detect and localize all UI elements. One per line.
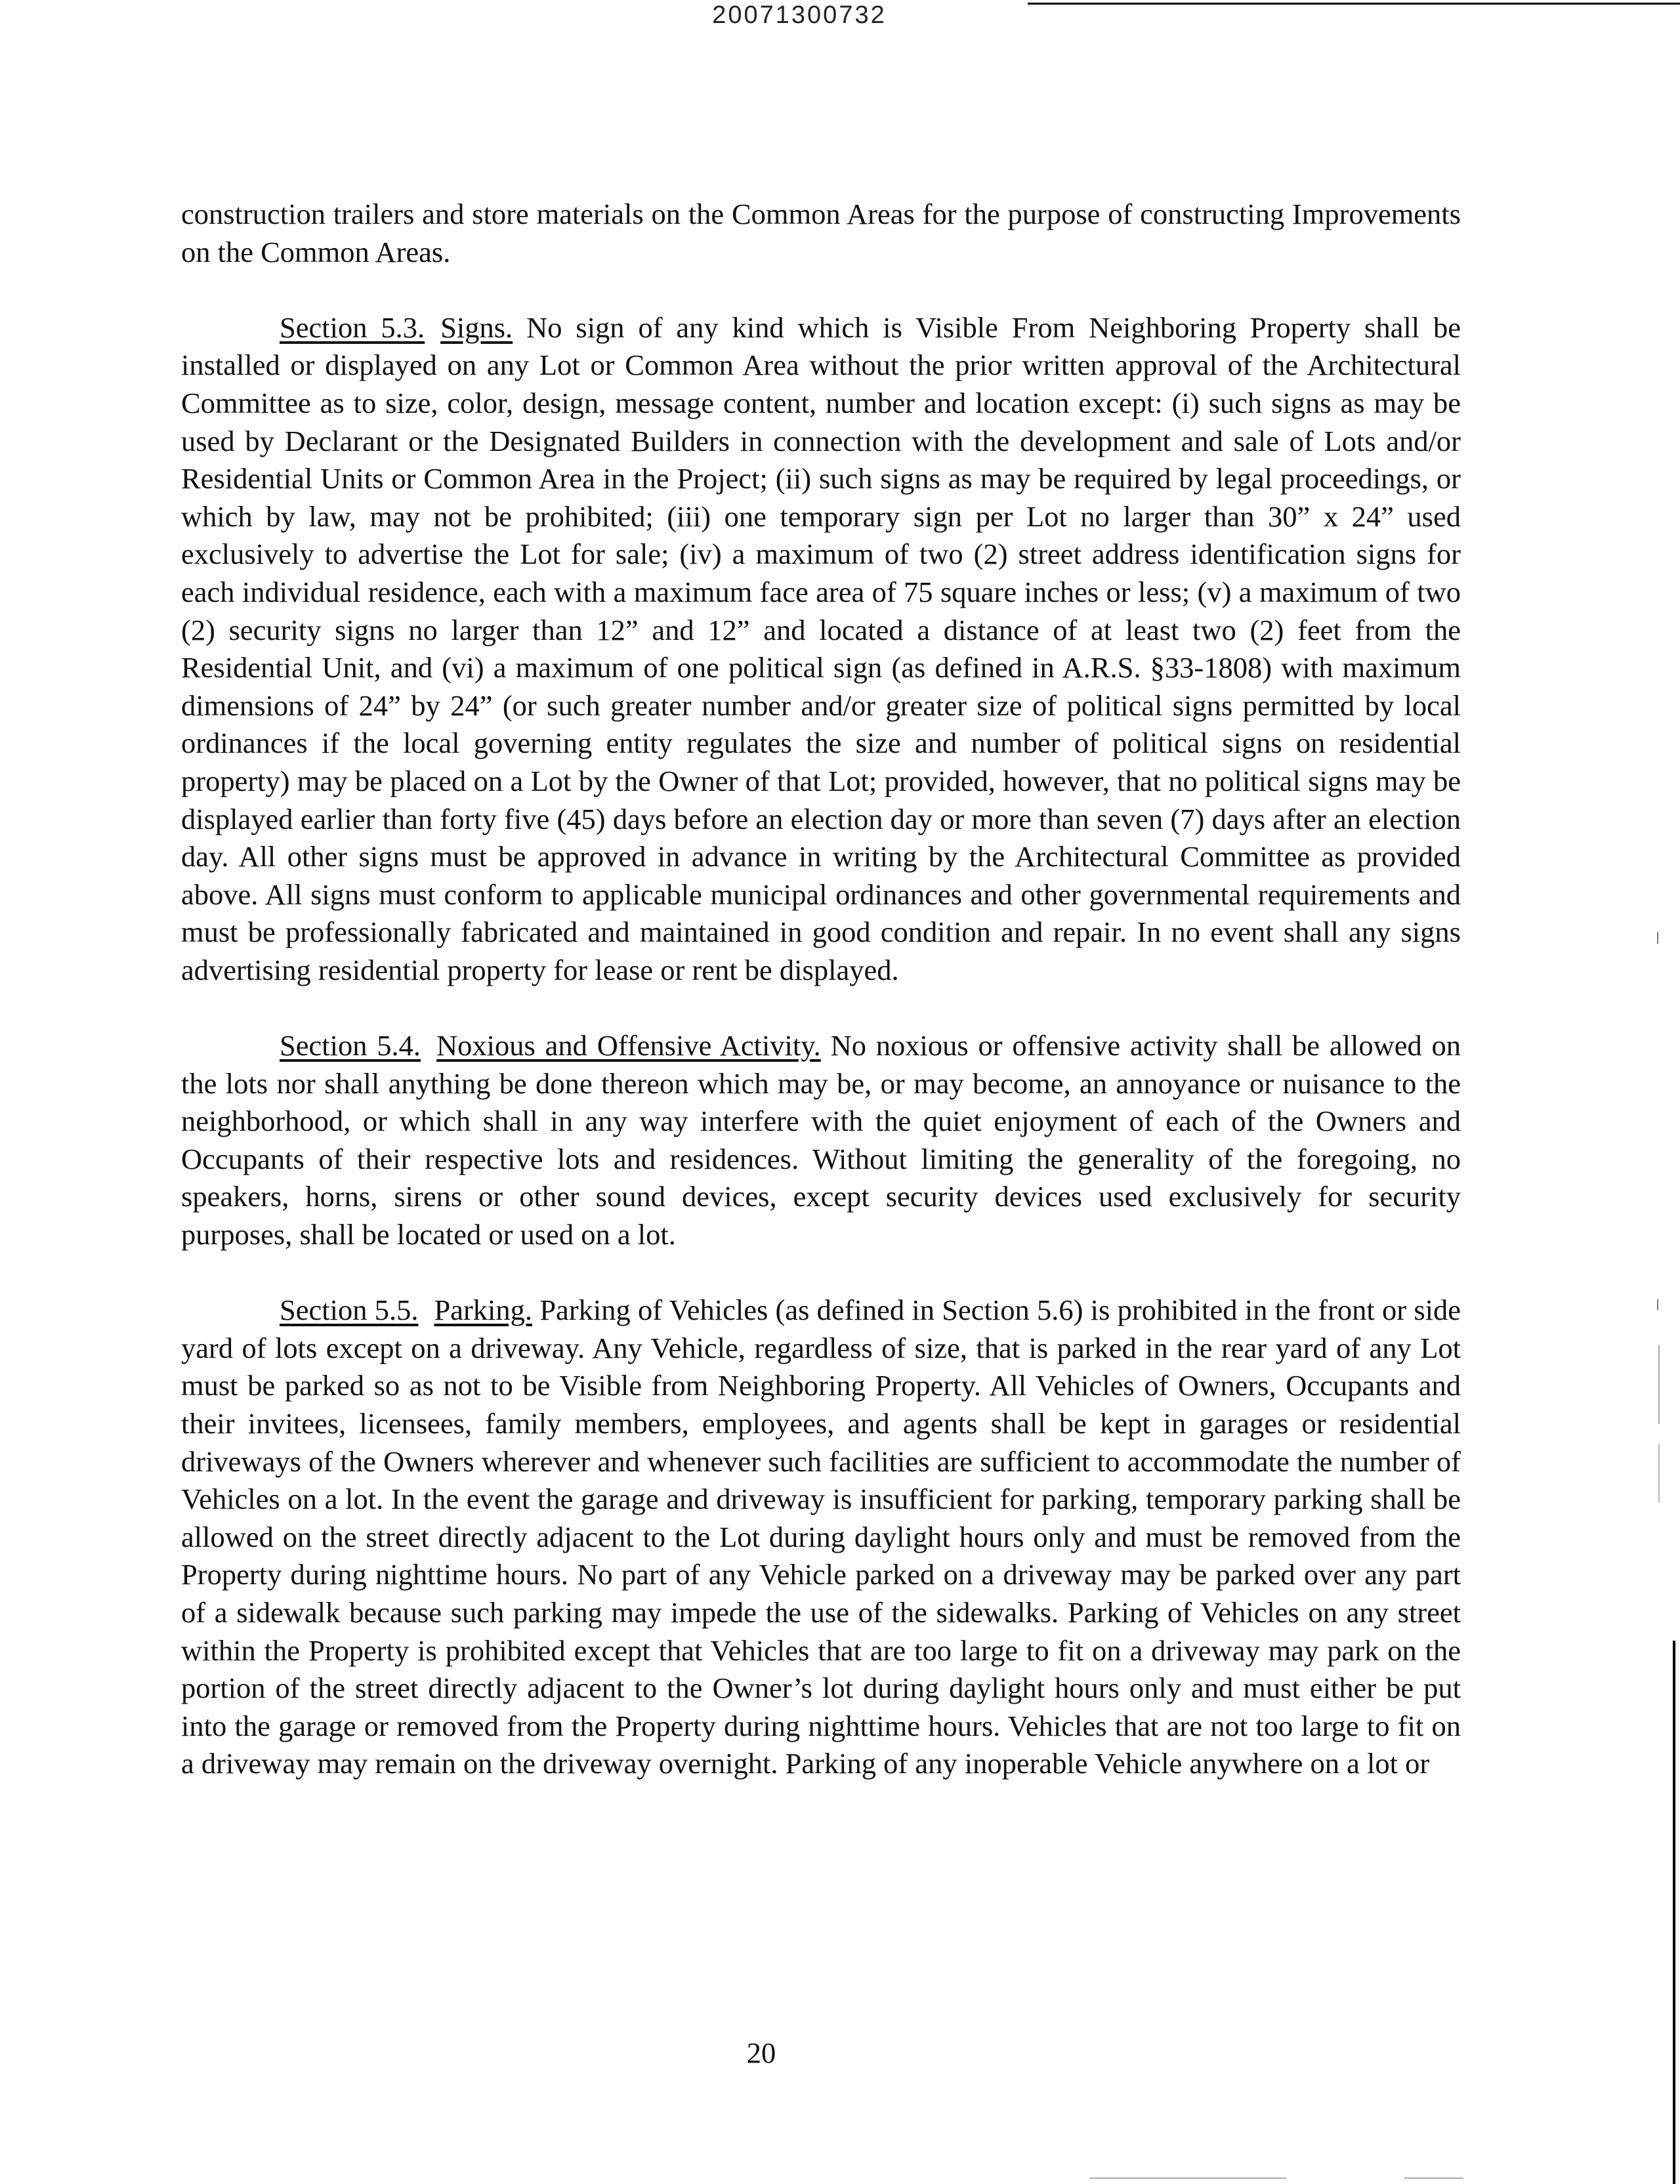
scan-speck	[1657, 1299, 1658, 1310]
scan-speck	[1089, 2177, 1286, 2179]
continuation-paragraph: construction trailers and store materials on the Common Areas for the purpose of constructing Improvements on the Common Areas.	[181, 198, 1461, 268]
section-5-3-title: Signs.	[440, 310, 513, 344]
section-5-4-paragraph	[181, 1027, 1461, 1254]
scan-speck	[1657, 932, 1658, 944]
section-5-4-title: Noxious and Offensive Activity.	[436, 1029, 821, 1062]
section-5-3-text: No sign of any kind which is Visible From Neighboring Property shall be installed or displayed on any Lot or Common Area without the prior written approval of the Architectural Committee as to size, color, design, message content, number and location except: (i) such signs as may be used by Declarant or the Designated Builders in connection with the development and sale of Lots and/or Residential Units or Common Area in the Project; (ii) such signs as may be required by legal proceedings, or which by law, may not be prohibited; (iii) one temporary sign per Lot no larger than 30” x 24” used exclusively to advertise the Lot for sale; (iv) a maximum of two (2) street address identification signs for each individual residence, each with a maximum face area of 75 square inches or less; (v) a maximum of two (2) security signs no larger than 12” and 12” and located a distance of at least two (2) feet from the Residential Unit, and (vi) a maximum of one political sign (as defined in A.R.S. §33-1808) with maximum dimensions of 24” by 24” (or such greater number and/or greater size of political signs permitted by local ordinances if the local governing entity regulates the size and number of political signs on residential property) may be placed on a Lot by the Owner of that Lot; provided, however, that no political signs may be displayed earlier than forty five (45) days before an election day or more than seven (7) days after an election day. All other signs must be approved in advance in writing by the Architectural Committee as provided above. All signs must conform to applicable municipal ordinances and other governmental requirements and must be professionally fabricated and maintained in good condition and repair. In no event shall any signs advertising residential property for lease or rent be displayed.	[181, 310, 1461, 986]
section-5-5-text: Parking of Vehicles (as defined in Section 5.6) is prohibited in the front or side yard of lots except on a driveway. Any Vehicle, regardless of size, that is parked in the rear yard of any Lot must be parked so as not to be Visible from Neighboring Property. All Vehicles of Owners, Occupants and their invitees, licensees, family members, employees, and agents shall be kept in garages or residential driveways of the Owners wherever and whenever such facilities are sufficient to accommodate the number of Vehicles on a lot. In the event the garage and driveway is insufficient for parking, temporary parking shall be allowed on the street directly adjacent to the Lot during daylight hours only and must be removed from the Property during nighttime hours. No part of any Vehicle parked on a driveway may be parked over any part of a sidewalk because such parking may impede the use of the sidewalks. Parking of Vehicles on any street within the Property is prohibited except that Vehicles that are too large to fit on a driveway may park on the portion of the street directly adjacent to the Owner’s lot during daylight hours only and must either be put into the garage or removed from the Property during nighttime hours. Vehicles that are not too large to fit on a driveway may remain on the driveway overnight. Parking of any inoperable Vehicle anywhere on a lot or	[181, 1293, 1461, 1780]
recording-number: 20071300732	[712, 1, 887, 29]
section-5-4-text: No noxious or offensive activity shall be allowed on the lots nor shall anything be done thereon which may be, or may become, an annoyance or nuisance to the neighborhood, or which shall in any way interfere with the quiet enjoyment of each of the Owners and Occupants of their respective lots and residences. Without limiting the generality of the foregoing, no speakers, horns, sirens or other sound devices, except security devices used exclusively for security purposes, shall be located or used on a lot.	[181, 1029, 1461, 1251]
section-5-5-paragraph	[181, 1292, 1461, 1783]
scan-speck	[1404, 2177, 1463, 2179]
section-5-4-number: Section 5.4.	[280, 1029, 421, 1062]
document-body	[181, 196, 1461, 1821]
section-5-5-number: Section 5.5.	[280, 1293, 419, 1327]
scan-speck	[1658, 1345, 1660, 1424]
section-5-5-title: Parking.	[434, 1293, 533, 1327]
section-5-3-number: Section 5.3.	[280, 310, 425, 344]
section-5-3-paragraph	[181, 309, 1461, 990]
top-border-line	[1028, 3, 1680, 5]
right-border-line	[1673, 1641, 1675, 2184]
page-number: 20	[746, 2036, 776, 2069]
scan-speck	[1658, 1444, 1660, 1503]
